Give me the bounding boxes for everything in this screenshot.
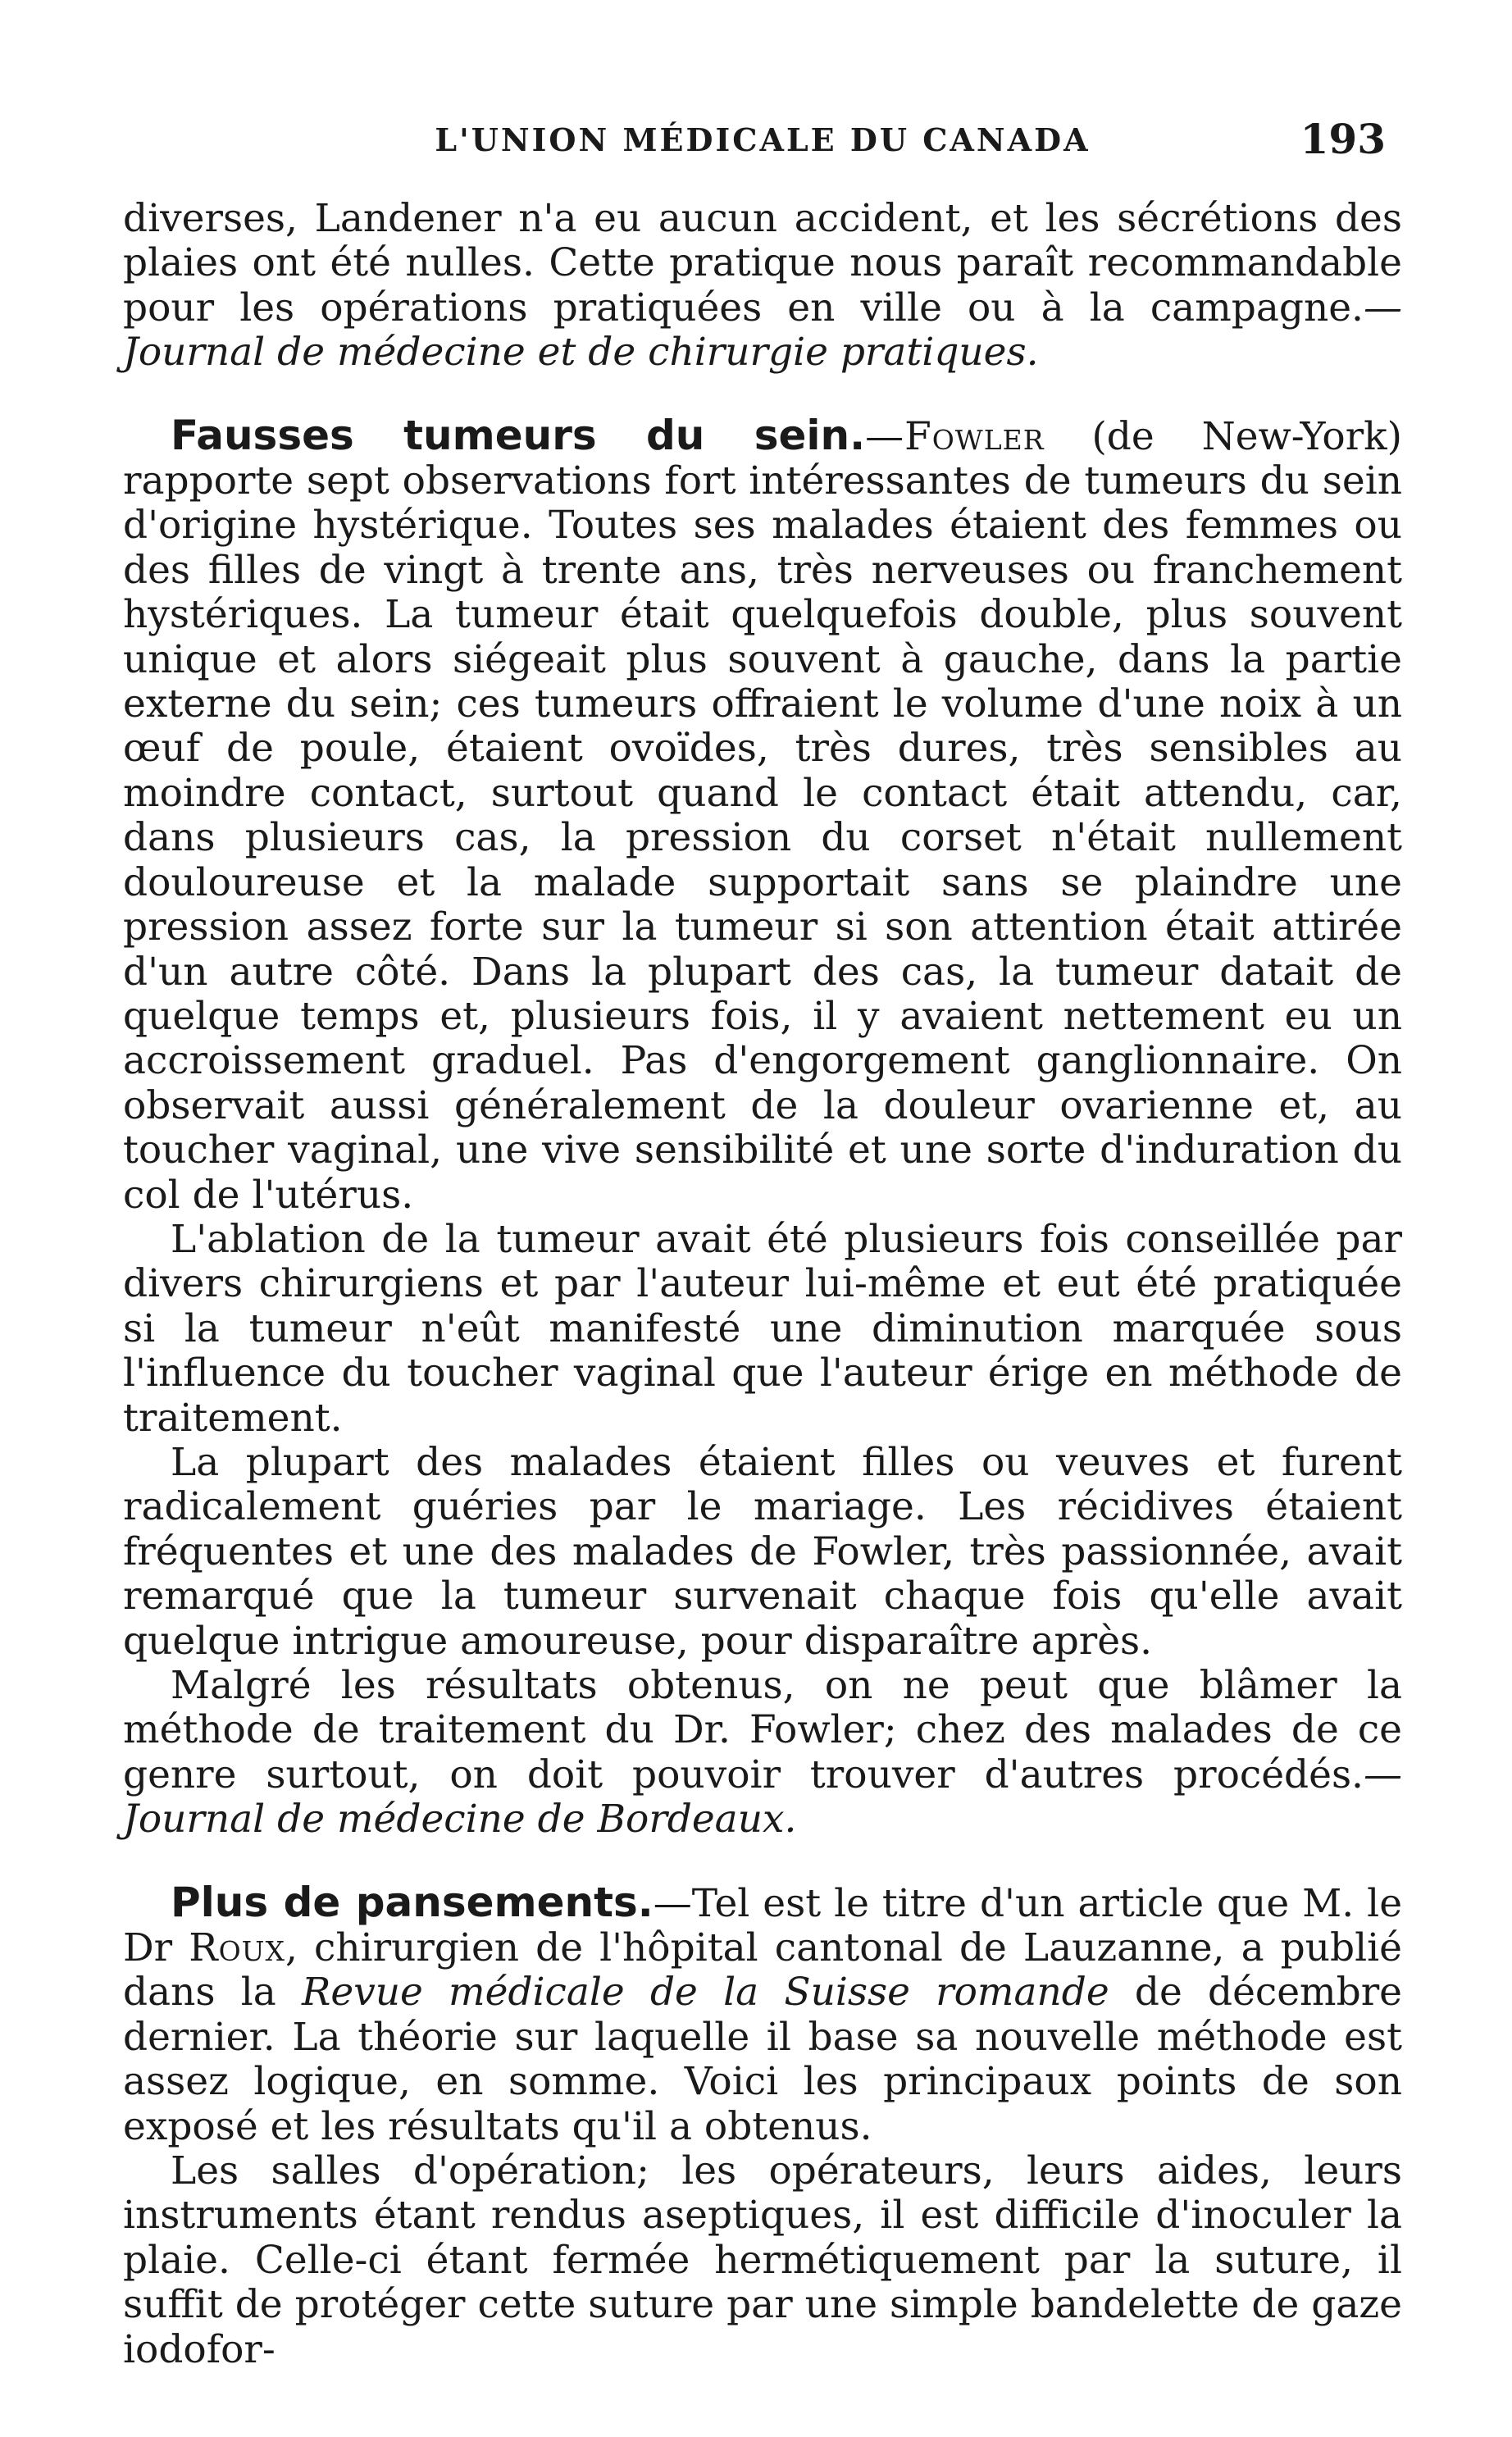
continuation-source: —Journal de médecine et de chirurgie pratiques.	[123, 285, 1402, 376]
article1-intro-paragraph	[123, 413, 1402, 1218]
article2-intro-paragraph	[123, 1880, 1402, 2149]
article2-heading: Plus de pansements.	[171, 1878, 654, 1926]
running-header	[123, 115, 1402, 172]
document-page	[123, 115, 1402, 2394]
article2-journal: Revue médicale de la Suisse romande	[302, 1970, 1109, 2016]
article2-author: Roux	[189, 1925, 285, 1971]
article1-heading: Fausses tumeurs du sein.	[171, 411, 866, 459]
article1-paragraph-2: L'ablation de la tumeur avait été plusieurs fois conseillée par divers chirurgiens et par l'auteur lui-même et eut été pratiquée si la tumeur n'eût manifesté une diminution marquée sous l'influence du toucher vaginal que l'auteur érige en méthode de traitement.	[123, 1216, 1402, 1441]
article2-paragraph-2: Les salles d'opération; les opérateurs, leurs aides, leurs instruments étant rendus aseptiques, il est difficile d'inoculer la plaie. Celle-ci étant fermée hermétiquement par la suture, il suffit de protéger cette suture par une simple bandelette de gaze iodofor-	[123, 2148, 1402, 2372]
article1-paragraph-4-text: Malgré les résultats obtenus, on ne peut que blâmer la méthode de traitement du Dr. Fowler; chez des malades de ce genre surtout, on doit pouvoir trouver d'autres procédés.	[123, 1663, 1402, 1797]
continuation-text: diverses, Landener n'a eu aucun accident, et les sécrétions des plaies ont été nulles. Cette pratique nous paraît recommandable pour les opérations pratiquées en ville ou à la campagne.	[123, 196, 1402, 330]
body-text	[123, 197, 1402, 2372]
article2-intro-c: de décembre dernier. La théorie sur laquelle il base sa nouvelle méthode est assez logique, en somme. Voici les principaux points de son exposé et les résultats qu'il a obtenus.	[123, 1970, 1402, 2149]
page-number: 193	[1300, 115, 1386, 163]
article1-author: —Fowler	[865, 413, 1045, 459]
article-fausses-tumeurs	[123, 413, 1402, 1843]
article1-source: —Journal de médecine de Bordeaux.	[123, 1751, 1402, 1843]
article2-intro-b: , chirurgien de l'hôpital cantonal de Lauzanne, a publié dans la	[123, 1925, 1402, 2016]
article1-paragraph-4	[123, 1664, 1402, 1843]
running-title: L'UNION MÉDICALE DU CANADA	[435, 121, 1091, 158]
continuation-paragraph	[123, 197, 1402, 376]
article-plus-de-pansements	[123, 1880, 1402, 2372]
article2-intro-a: —Tel est le titre d'un article que M. le Dr	[123, 1880, 1403, 1971]
article1-intro-text: (de New-York) rapporte sept observations fort intéressantes de tumeurs du sein d'origine hystérique. Toutes ses malades étaient des femmes ou des filles de vingt à trente ans, très nerveuses ou franchement hystériques. La tumeur était quelquefois double, plus souvent unique et alors siégeait plus souvent à gauche, dans la partie externe du sein; ces tumeurs offraient le volume d'une noix à un œuf de poule, étaient ovoïdes, très dures, très sensibles au moindre contact, surtout quand le contact était attendu, car, dans plusieurs cas, la pression du corset n'était nullement douloureuse et la malade supportait sans se plaindre une pression assez forte sur la tumeur si son attention était attirée d'un autre côté. Dans la plupart des cas, la tumeur datait de quelque temps et, plusieurs fois, il y avaient nettement eu un accroissement graduel. Pas d'engorgement ganglionnaire. On observait aussi généralement de la douleur ovarienne et, au toucher vaginal, une vive sensibilité et une sorte d'induration du col de l'utérus.	[123, 413, 1402, 1218]
article1-paragraph-3: La plupart des malades étaient filles ou veuves et furent radicalement guéries par le mariage. Les récidives étaient fréquentes et une des malades de Fowler, très passionnée, avait remarqué que la tumeur survenait chaque fois qu'elle avait quelque intrigue amoureuse, pour disparaître après.	[123, 1439, 1402, 1664]
